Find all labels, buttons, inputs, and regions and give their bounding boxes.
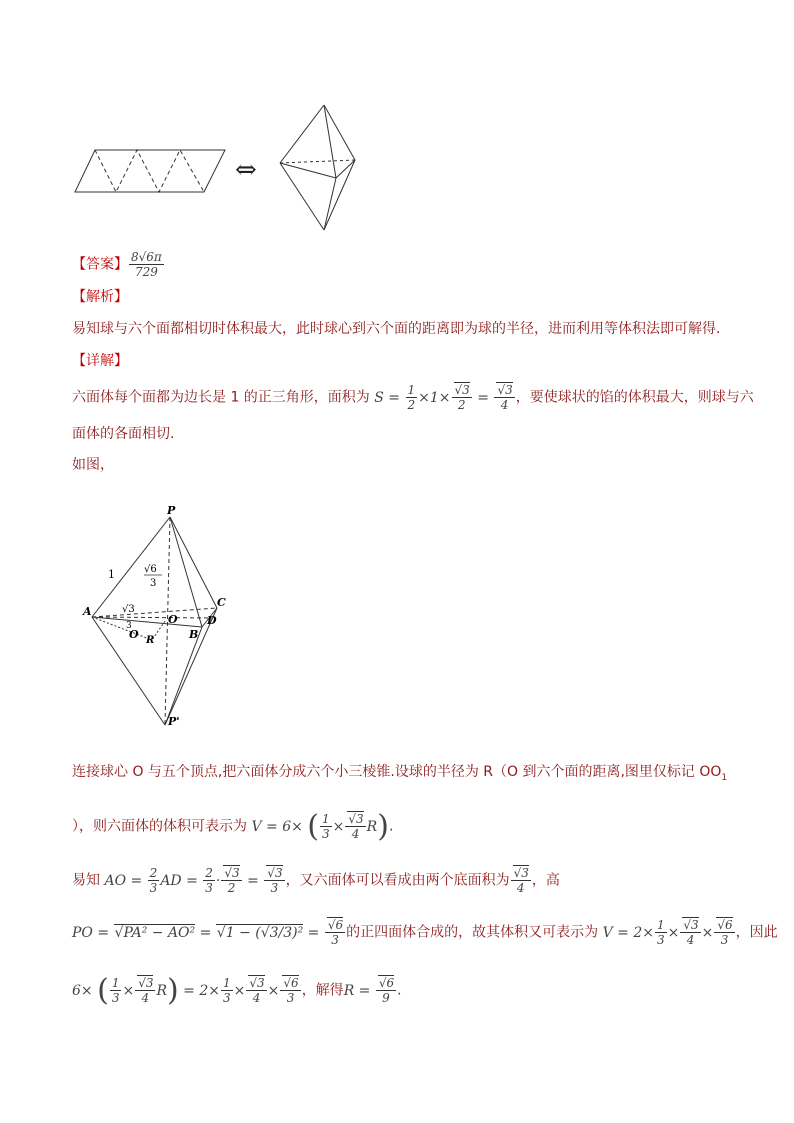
net-parallelogram — [75, 150, 225, 192]
label-edge-1: 1 — [108, 568, 115, 581]
volume-formula-1: V = 6× ( $\frac{1}{3}$ × $\frac{√3}{4}$ R) — [251, 808, 389, 844]
detail-line-1: 六面体每个面都为边长是 1 的正三角形，面积为 S = $\frac{1}{2}$ ×1× $\frac{√3}{2}$ = $\frac{√3}{4}$ ，要使球状的馅的体积最大，则球与六 — [72, 383, 754, 412]
analysis-text: 易知球与六个面都相切时体积最大，此时球心到六个面的距离即为球的半径，进而利用等体积法即可解得. — [72, 321, 721, 337]
label-sqrt6-den: 3 — [150, 578, 157, 589]
label-A: A — [83, 605, 92, 618]
bipyramid-diagram — [80, 500, 250, 730]
hexahedron-top — [280, 105, 355, 230]
detail-tag: 【详解】 — [72, 353, 128, 369]
detail-line-2: 面体的各面相切. — [72, 426, 175, 442]
label-P: P — [167, 504, 176, 517]
analysis-tag: 【解析】 — [72, 289, 128, 305]
label-sqrt3: √3 — [122, 604, 135, 615]
net-zigzag — [95, 150, 204, 192]
top-figure — [70, 100, 370, 240]
label-P-prime: P' — [168, 715, 180, 728]
detail-line-5: ），则六面体的体积可表示为 V = 6× ( $\frac{1}{3}$ × $\frac{√3}{4}$ R). — [72, 808, 394, 844]
label-D: D — [207, 614, 217, 627]
label-C: C — [217, 596, 226, 609]
ao-formula: AO = $\frac{2}{3}$ AD = $\frac{2}{3}$ · $\frac{√3}{2}$ = $\frac{√3}{3}$ — [104, 866, 283, 895]
volume-formula-2: V = 2× $\frac{1}{3}$ × $\frac{√3}{4}$ × $\frac{√6}{3}$ — [602, 918, 733, 947]
detail-line-6: 易知 AO = $\frac{2}{3}$ AD = $\frac{2}{3}$ · $\frac{√3}{2}$ = $\frac{√3}{3}$ ，又六面体可以看成由两个底面积为 $\frac{√3}{4}$ ，高 — [72, 866, 560, 895]
answer-tag: 【答案】 — [72, 256, 128, 273]
area-formula: S = $\frac{1}{2}$ ×1× $\frac{√3}{2}$ = $\frac{√3}{4}$ — [374, 383, 513, 412]
answer-line — [72, 250, 165, 279]
detail-line-4: 连接球心 O 与五个顶点,把六面体分成六个小三棱锥.设球的半径为 R（O 到六个面的距离,图里仅标记 $OO_1$ — [72, 764, 728, 783]
detail-line-7: PO = √PA² − AO² = √1 − (√3/3)² = $\frac{√6}{3}$ 的正四面体合成的，故其体积又可表示为 V = 2× $\frac{1}{3}$ × $\frac{√3}{4}$ × $\frac{√6}{3}$ ，因此 — [72, 918, 778, 947]
label-B: B — [189, 628, 199, 641]
label-sqrt3-den: 3 — [126, 621, 132, 631]
detail-line-3: 如图， — [72, 457, 114, 473]
r-result: R = $\frac{√6}{9}$ — [343, 976, 395, 1005]
label-sqrt6: √6 — [144, 564, 157, 575]
answer-value: $\frac{8√6\pi}{729}$ — [131, 250, 162, 279]
po-formula: PO = √PA² − AO² = √1 − (√3/3)² = $\frac{√6}{3}$ — [72, 918, 344, 947]
label-O1: O — [129, 628, 139, 641]
label-R: R — [146, 635, 155, 646]
detail-line-8: 6× ( $\frac{1}{3}$ × $\frac{√3}{4}$ R) = 2× $\frac{1}{3}$ × $\frac{√3}{4}$ × $\frac{√6}{3}$ ，解得R = $\frac{√6}{9}$ . — [72, 972, 402, 1008]
equation-final: 6× ( $\frac{1}{3}$ × $\frac{√3}{4}$ R) = 2× $\frac{1}{3}$ × $\frac{√3}{4}$ × $\frac{√6}{3}$ — [72, 972, 299, 1008]
label-O: O — [168, 613, 178, 626]
equivalence-arrow: ⇔ — [235, 155, 257, 185]
